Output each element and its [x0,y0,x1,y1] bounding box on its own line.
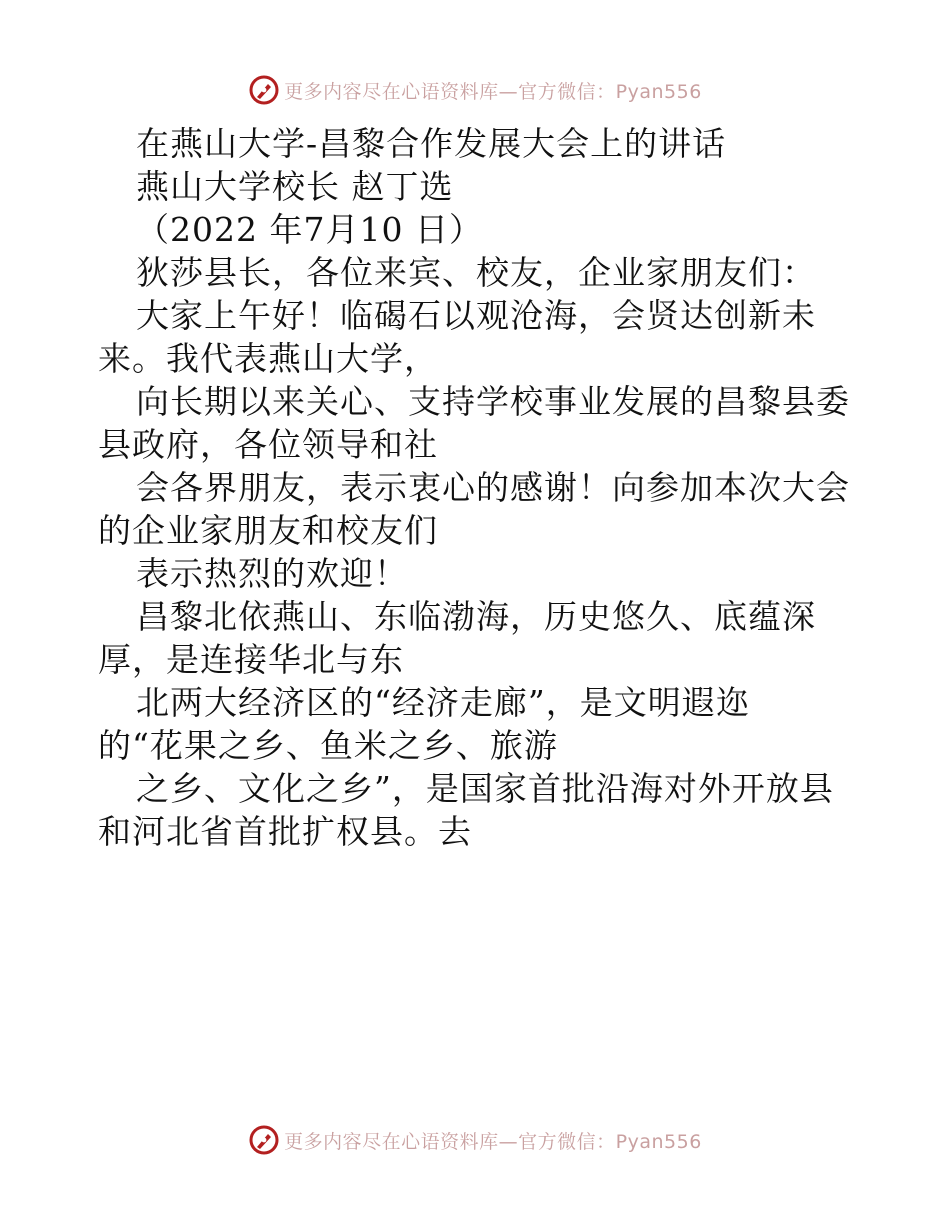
speaker-line: 燕山大学校长 赵丁选 [136,167,454,206]
body-line: 的企业家朋友和校友们 [98,511,438,550]
body-line: 和河北省首批扩权县。去 [98,812,472,851]
header-banner-text: 更多内容尽在心语资料库—官方微信：Pyan556 [284,80,702,103]
body-line: 表示热烈的欢迎！ [136,554,408,593]
red-circle-pen-logo-icon [248,1124,280,1156]
body-line: 昌黎北依燕山、东临渤海，历史悠久、底蕴深 [136,597,816,636]
footer-banner-text: 更多内容尽在心语资料库—官方微信：Pyan556 [284,1130,702,1153]
salutation: 狄莎县长，各位来宾、校友，企业家朋友们： [136,253,816,292]
speech-title: 在燕山大学-昌黎合作发展大会上的讲话 [136,124,727,163]
document-body [98,122,858,853]
body-line: 大家上午好！临碣石以观沧海，会贤达创新未 [136,296,816,335]
body-line: 县政府，各位领导和社 [98,425,438,464]
body-line: 向长期以来关心、支持学校事业发展的昌黎县委 [136,382,850,421]
footer-banner [0,1120,950,1160]
red-circle-pen-logo-icon [248,74,280,106]
header-banner [0,70,950,110]
body-line: 之乡、文化之乡”，是国家首批沿海对外开放县 [136,769,834,808]
body-line: 会各界朋友，表示衷心的感谢！向参加本次大会 [136,468,850,507]
body-line: 的“花果之乡、鱼米之乡、旅游 [98,726,558,765]
body-line: 厚，是连接华北与东 [98,640,404,679]
body-line: 来。我代表燕山大学， [98,339,438,378]
speech-date: （2022 年7月10 日） [136,210,483,249]
body-line: 北两大经济区的“经济走廊”，是文明遐迩 [136,683,750,722]
